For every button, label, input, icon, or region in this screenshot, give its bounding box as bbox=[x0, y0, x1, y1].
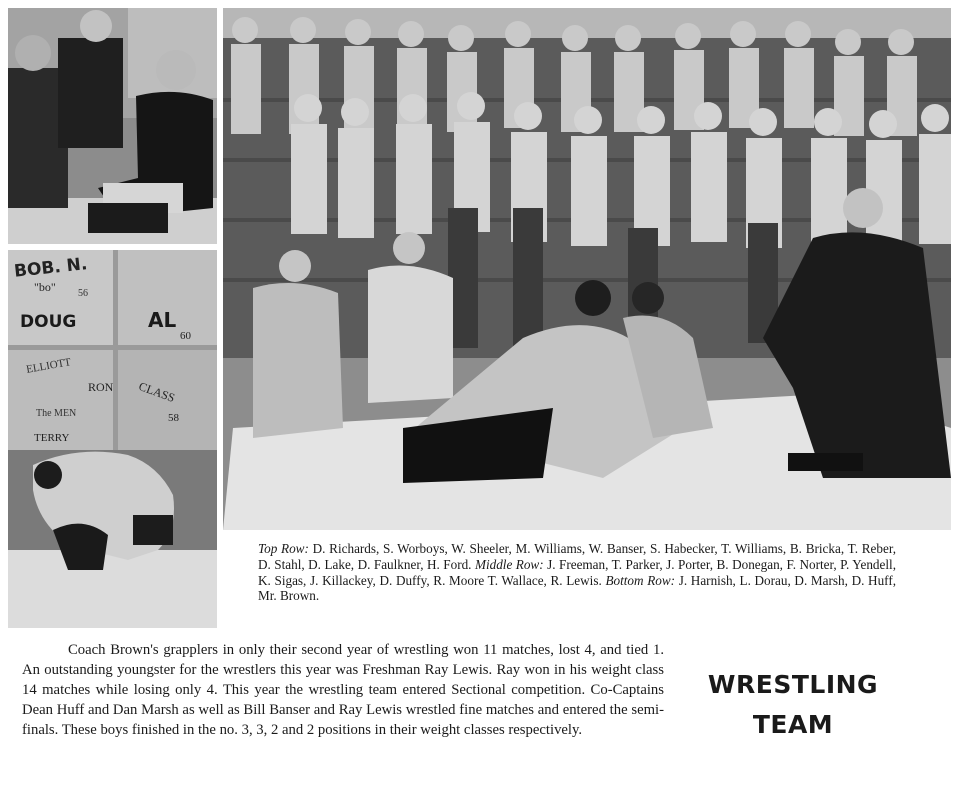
graffiti-56: 56 bbox=[78, 288, 88, 299]
title-line-1: WRESTLING bbox=[707, 670, 879, 699]
bottom-row-label: Bottom Row: bbox=[605, 572, 676, 588]
graffiti-bo: "bo" bbox=[34, 280, 56, 294]
middle-row-names: J. Freeman, T. Parker, J. Porter, B. Donegan, F. Norter, P. Yendell, K. Sigas, J. Killackey, D. Duffy, R. Moore T. Wallace, R. Lewis. bbox=[258, 556, 897, 588]
title-line-2: TEAM bbox=[752, 710, 834, 739]
article-body bbox=[22, 640, 664, 740]
graffiti-elliott: ELLIOTT bbox=[25, 356, 72, 376]
article-paragraph: Coach Brown's grapplers in only their second year of wrestling won 11 matches, lost 4, and tied 1. An outstanding youngster for the wrestlers this year was Freshman Ray Lewis. Ray won in his weight class 14 matches while losing only 4. This year the wrestling team entered Sectional competition. Co-Captains Dean Huff and Dan Marsh as well as Bill Banser and Ray Lewis wrestled fine matches and entered the semi-finals. These boys finished in the no. 3, 3, 2 and 2 positions in their weight classes respectively. bbox=[22, 642, 664, 738]
top-row-names: D. Richards, S. Worboys, W. Sheeler, M. Williams, W. Banser, S. Habecker, T. Williams, B. Bricka, T. Reber, D. Stahl, D. Lake, D. Faulkner, H. Ford. bbox=[258, 541, 896, 572]
section-title bbox=[704, 665, 882, 745]
graffiti-bob: BOB. N. bbox=[13, 254, 89, 282]
graffiti-class: CLASS bbox=[136, 379, 177, 405]
graffiti-men: The MEN bbox=[36, 408, 77, 419]
locker-graffiti-photo bbox=[8, 250, 217, 628]
bench-photo bbox=[8, 8, 217, 244]
graffiti-al: AL bbox=[148, 308, 177, 332]
graffiti-60: 60 bbox=[180, 330, 191, 342]
team-photo bbox=[223, 8, 951, 530]
graffiti-58: 58 bbox=[168, 412, 179, 424]
graffiti-ron: RON bbox=[88, 380, 114, 394]
graffiti-doug: DOUG bbox=[20, 312, 77, 332]
middle-row-label: Middle Row: bbox=[474, 556, 544, 572]
photo-caption bbox=[258, 541, 896, 604]
top-row-label: Top Row: bbox=[258, 541, 309, 556]
bottom-row-names: J. Harnish, L. Dorau, D. Marsh, D. Huff, Mr. Brown. bbox=[258, 572, 897, 604]
graffiti-terry: TERRY bbox=[34, 432, 70, 444]
